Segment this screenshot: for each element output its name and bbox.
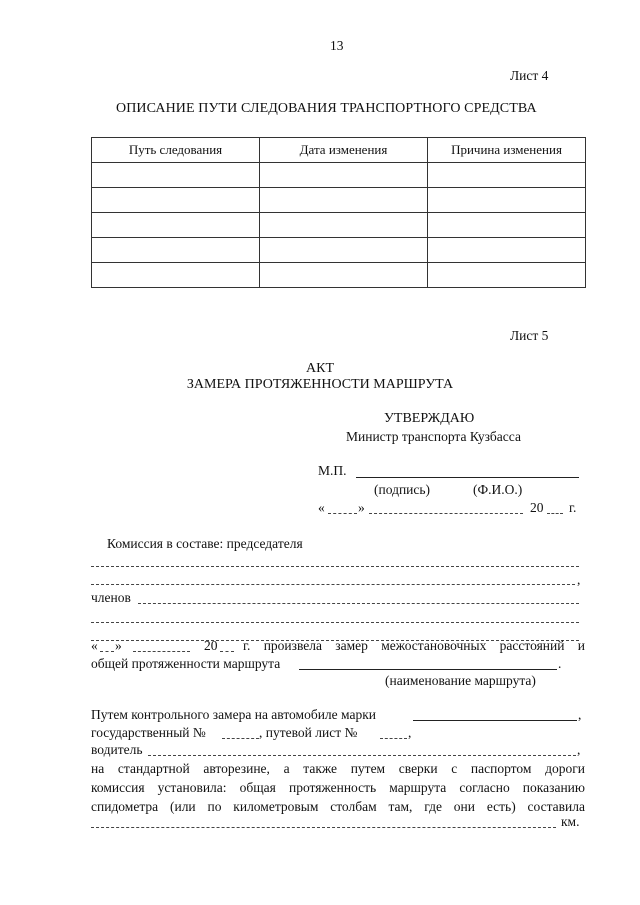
col-header-reason: Причина изменения — [428, 138, 586, 163]
control-comma-2: , — [408, 725, 412, 740]
sheet4-title: ОПИСАНИЕ ПУТИ СЛЕДОВАНИЯ ТРАНСПОРТНОГО СРЕДСТВА — [116, 101, 537, 116]
table-cell[interactable] — [260, 213, 428, 238]
table-cell[interactable] — [92, 163, 260, 188]
table-cell[interactable] — [428, 238, 586, 263]
measure-close-quote: » — [115, 638, 122, 653]
members-field-2[interactable] — [91, 622, 579, 623]
members-field-1[interactable] — [138, 603, 579, 604]
table-cell[interactable] — [92, 263, 260, 288]
col-header-route: Путь следования — [92, 138, 260, 163]
chairman-field-2[interactable] — [91, 584, 575, 585]
table-row — [92, 188, 586, 213]
signature-field[interactable] — [356, 477, 579, 478]
table-header-row — [92, 138, 586, 163]
route-name-caption: (наименование маршрута) — [385, 673, 536, 688]
car-brand-field[interactable] — [413, 720, 577, 721]
control-line6: спидометра (или по километровым столбам там, где они есть) составила — [91, 799, 585, 814]
measure-line2: общей протяженности маршрута — [91, 656, 281, 671]
signature-caption: (подпись) — [374, 482, 431, 497]
month-field[interactable] — [369, 513, 523, 514]
chairman-comma: , — [577, 572, 581, 587]
measure-open-quote: « — [91, 638, 98, 653]
table-cell[interactable] — [428, 163, 586, 188]
page-number: 13 — [330, 38, 344, 53]
table-row — [92, 238, 586, 263]
name-caption: (Ф.И.О.) — [473, 482, 523, 497]
measure-year-field[interactable] — [220, 651, 234, 652]
route-name-field[interactable] — [299, 669, 557, 670]
control-line4: на стандартной авторезине, а также путем сверки с паспортом дороги — [91, 761, 585, 776]
route-table — [91, 137, 586, 288]
control-line5: комиссия установила: общая протяженность маршрута согласно показанию — [91, 780, 585, 795]
distance-unit: км. — [561, 814, 580, 829]
distance-field[interactable] — [91, 827, 556, 828]
table-row — [92, 213, 586, 238]
table-row — [92, 263, 586, 288]
year-prefix: 20 — [530, 500, 544, 515]
stamp-label: М.П. — [318, 463, 347, 478]
commission-label: Комиссия в составе: председателя — [107, 536, 303, 551]
approve-heading: УТВЕРЖДАЮ — [384, 411, 475, 426]
year-field[interactable] — [547, 513, 563, 514]
control-comma-3: , — [577, 742, 581, 757]
control-line2-a: государственный № — [91, 725, 206, 740]
measure-period: . — [558, 656, 562, 671]
table-cell[interactable] — [428, 213, 586, 238]
sheet4-label: Лист 4 — [510, 68, 549, 83]
col-header-date: Дата изменения — [260, 138, 428, 163]
table-cell[interactable] — [260, 163, 428, 188]
control-comma-1: , — [578, 707, 582, 722]
waybill-number-field[interactable] — [380, 738, 407, 739]
table-cell[interactable] — [92, 213, 260, 238]
members-label: членов — [91, 590, 131, 605]
control-line1: Путем контрольного замера на автомобиле марки — [91, 707, 377, 722]
sheet5-label: Лист 5 — [510, 328, 549, 343]
table-row — [92, 163, 586, 188]
table-cell[interactable] — [260, 263, 428, 288]
date-open-quote: « — [318, 500, 325, 515]
measure-day-field[interactable] — [100, 651, 114, 652]
chairman-field-1[interactable] — [91, 566, 579, 567]
act-title: АКТ — [306, 361, 334, 376]
control-line3: водитель — [91, 742, 143, 757]
control-line2-b: , путевой лист № — [259, 725, 358, 740]
measure-year-prefix: 20 — [204, 638, 218, 653]
measure-month-field[interactable] — [133, 651, 190, 652]
table-cell[interactable] — [260, 188, 428, 213]
approve-position: Министр транспорта Кузбасса — [346, 429, 521, 444]
table-cell[interactable] — [260, 238, 428, 263]
date-close-quote: » — [358, 500, 365, 515]
table-cell[interactable] — [428, 188, 586, 213]
table-cell[interactable] — [428, 263, 586, 288]
year-suffix: г. — [569, 500, 577, 515]
plate-number-field[interactable] — [222, 738, 259, 739]
act-subtitle: ЗАМЕРА ПРОТЯЖЕННОСТИ МАРШРУТА — [186, 377, 454, 392]
table-cell[interactable] — [92, 238, 260, 263]
day-field[interactable] — [328, 513, 357, 514]
driver-field[interactable] — [148, 755, 576, 756]
table-cell[interactable] — [92, 188, 260, 213]
measure-text: г. произвела замер межостановочных расстояний и — [243, 638, 585, 653]
